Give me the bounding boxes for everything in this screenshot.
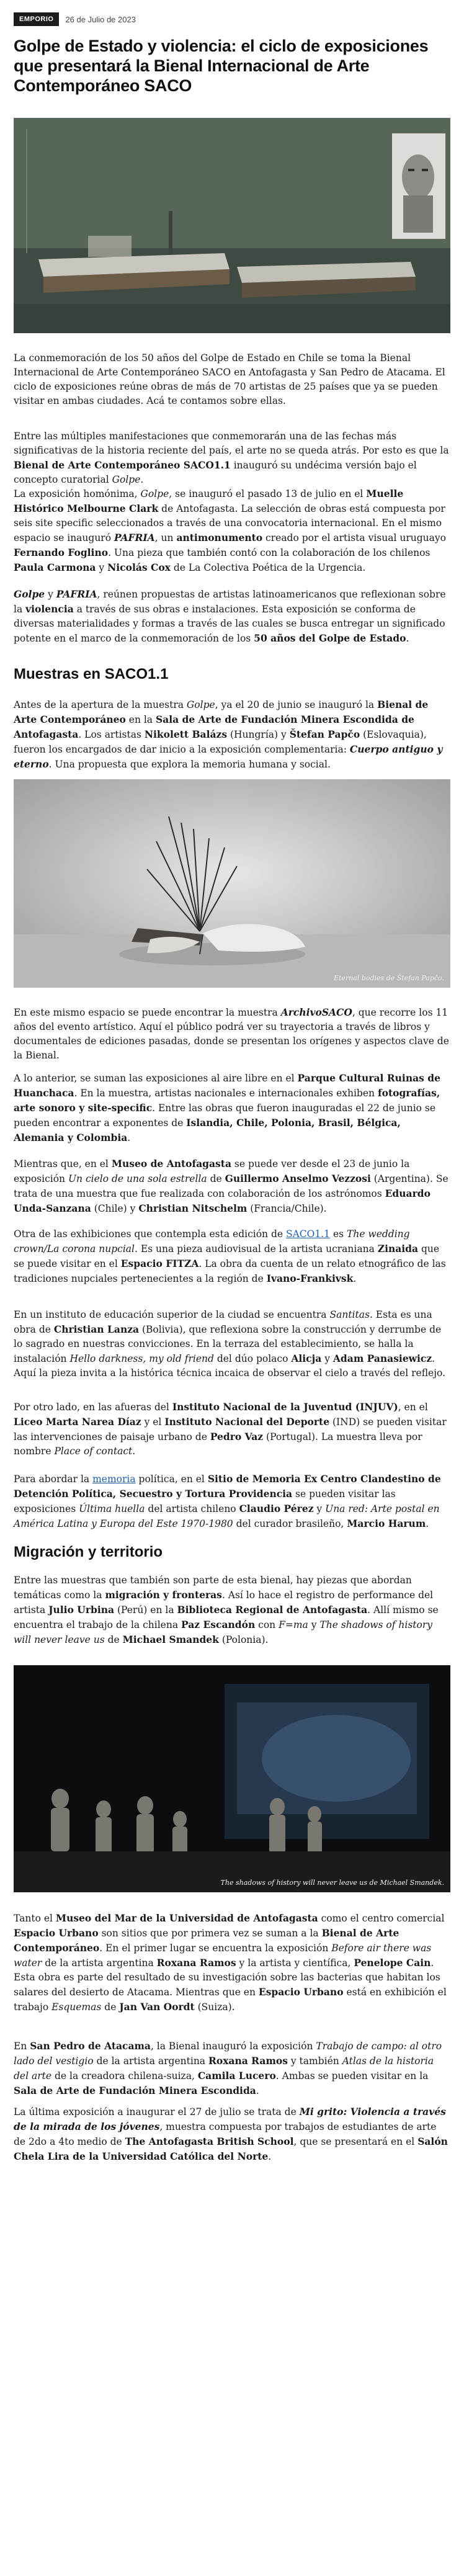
text-run: . Entre las obras que fueron inauguradas el 22 de junio se pueden encontrar a exponentes de <box>14 1102 436 1129</box>
text-run: . Aquí la pieza invita a la histórica técnica incaica de observar el cielo a través del reflejo. <box>14 1353 446 1379</box>
text-run: . La obra da cuenta de un relato etnográfico de las tradiciones nupciales pertenecientes a la región de <box>14 1258 446 1284</box>
text-run: . Allí mismo se encuentra el trabajo de la chilena <box>14 1604 439 1630</box>
emphasis-bold: Bienal de Arte Contemporáneo SACO1.1 <box>14 459 231 471</box>
emphasis-bold: Roxana Ramos <box>156 1957 236 1969</box>
text-run: que se puede visitar en el <box>14 1243 440 1269</box>
emphasis-bold: antimonumento <box>176 532 263 543</box>
emphasis-bold: Claudio Pérez <box>239 1503 314 1514</box>
paragraph-2 <box>14 486 450 575</box>
emphasis-bold: Adam Panasiewicz <box>332 1353 432 1364</box>
emphasis-bold: Roxana Ramos <box>208 2055 288 2067</box>
text-run: . Los artistas <box>78 729 145 740</box>
text-run: . <box>426 1518 429 1529</box>
text-run: . En el primer lugar se encuentra la exposición <box>99 1943 332 1954</box>
text-run: . Así lo hace el registro de performance del artista <box>14 1590 434 1616</box>
text-run: La última exposición a inaugurar el 27 de julio se trata de <box>14 2106 300 2118</box>
emphasis-bold: Pedro Vaz <box>210 1431 264 1442</box>
article-title: Golpe de Estado y violencia: el ciclo de exposiciones que presentará la Bienal Internacional de Arte Contemporáneo SACO <box>14 37 429 95</box>
text-run: y también <box>287 2055 342 2067</box>
text-run: se puede ver desde el 23 de junio la exposición <box>14 1158 410 1184</box>
emphasis-bold: Michael Smandek <box>122 1634 219 1645</box>
text-run: son sitios que por primera vez se suman a la <box>98 1928 322 1939</box>
text-run: de <box>101 2001 120 2013</box>
emphasis-bold: Guillermo Anselmo Vezzosi <box>225 1173 371 1184</box>
emphasis-italic: Una red: Arte postal en América Latina y Europa del Este 1970-1980 <box>14 1503 440 1529</box>
emphasis-bold: Bienal de Arte Contemporáneo <box>14 699 429 725</box>
performance-image <box>14 1665 450 1892</box>
paragraph-8 <box>14 1227 450 1286</box>
section-heading-migracion: Migración y territorio <box>14 1544 163 1560</box>
text-run: y <box>313 1503 326 1514</box>
emphasis-bold: Sala de Arte de Fundación Minera Escondida <box>14 2085 256 2096</box>
text-run: . Ambas se pueden visitar en la <box>275 2070 429 2082</box>
sculpture-image <box>14 779 450 988</box>
text-run: (Suiza). <box>194 2001 235 2013</box>
text-run: y <box>308 1619 320 1630</box>
text-run: (Argentina). Se trata de una muestra que fue realizada con colaboración de los astrónomos <box>14 1173 448 1199</box>
emphasis-italic: Golpe <box>186 699 215 710</box>
paragraph-3 <box>14 587 450 646</box>
text-run: . Esta obra es parte del resultado de su investigación sobre las bacterias que habitan los salares del desierto de Atacama. Mientras que en <box>14 1957 440 1998</box>
photo-caption-3: The shadows of history will never leave us de Michael Smandek. <box>220 1879 444 1887</box>
paragraph-13 <box>14 1911 450 2015</box>
text-run: Tanto el <box>14 1913 56 1924</box>
emphasis-bold: Jan Van Oordt <box>119 2001 195 2013</box>
text-run: de <box>207 1173 225 1184</box>
gallery-room-image <box>14 118 450 333</box>
emphasis-bold: Mi grito: Violencia a través de la mirada de los jóvenes <box>14 2106 446 2132</box>
text-run: con <box>255 1619 279 1630</box>
emphasis-italic: Trabajo de campo: al otro lado del vestigio <box>14 2041 442 2067</box>
emphasis-italic: Before air there was water <box>14 1943 432 1969</box>
section-badge[interactable]: EMPORIO <box>14 12 59 26</box>
emphasis-bold: Espacio Urbano <box>14 1927 99 1939</box>
emphasis-bold: Islandia, Chile, Polonia, Brasil, Bélgica, Alemania y Colombia <box>14 1117 401 1143</box>
text-run: en la <box>125 714 156 725</box>
emphasis-italic: Un cielo de una sola estrella <box>68 1173 207 1184</box>
text-run: . <box>140 474 144 485</box>
emphasis-bold: Camila Lucero <box>197 2070 276 2082</box>
emphasis-bold: Sala de Arte de Fundación Minera Escondida de Antofagasta <box>14 713 414 740</box>
text-run: En un instituto de educación superior de la ciudad se encuentra <box>14 1309 330 1320</box>
emphasis-bold: Sitio de Memoria Ex Centro Clandestino de Detención Política, Secuestro y Tortura Providencia <box>14 1473 441 1500</box>
paragraph-9 <box>14 1308 450 1380</box>
text-run: del curador brasileño, <box>233 1518 347 1529</box>
text-run: . Una propuesta que explora la memoria humana y social. <box>48 759 331 770</box>
text-run: Para abordar la <box>14 1474 93 1485</box>
text-run: , muestra compuesta por trabajos de estudiantes de arte de 2do a 4to medio de <box>14 2121 437 2147</box>
paragraph-12 <box>14 1573 450 1647</box>
text-run: A lo anterior, se suman las exposiciones al aire libre en el <box>14 1073 298 1084</box>
text-run: Por otro lado, en las afueras del <box>14 1402 172 1413</box>
paragraph-10 <box>14 1400 450 1459</box>
emphasis-bold: Christian Nitschelm <box>138 1202 248 1214</box>
paragraph-11 <box>14 1472 450 1531</box>
exhibition-photo-3 <box>14 1665 450 1892</box>
photo-caption-2: Eternal bodies de Štefan Papčo. <box>333 974 444 982</box>
emphasis-bold: PAFRIA <box>114 532 155 543</box>
paragraph-1 <box>14 429 450 487</box>
emphasis-bold: Instituto Nacional de la Juventud (INJUV) <box>172 1401 398 1413</box>
text-run: a través de sus obras e instalaciones. Esta exposición se conforma de diversas materialidades y formas a través de las cuales se busca entregar un significado potente en el marco de la conmemoración de los <box>14 604 445 644</box>
text-run: (Bolivia), que reflexiona sobre la construcción y derrumbe de lo sagrado en nuestras convicciones. En la terraza del establecimiento, se halla la instalación <box>14 1324 442 1364</box>
emphasis-bold: Parque Cultural Ruinas de Huanchaca <box>14 1072 440 1099</box>
emphasis-italic: The wedding crown/La corona nupcial <box>14 1228 410 1254</box>
emphasis-bold: Instituto Nacional del Deporte <box>164 1416 330 1428</box>
emphasis-italic: Última huella <box>79 1503 145 1514</box>
text-run: En <box>14 2041 30 2052</box>
paragraph-5 <box>14 1005 450 1063</box>
emphasis-bold: Eduardo Unda-Sanzana <box>14 1187 431 1214</box>
emphasis-bold: Penelope Cain <box>354 1957 431 1969</box>
text-run: , ya el 20 de junio se inauguró la <box>215 699 378 710</box>
emphasis-bold: ArchivoSACO <box>280 1006 352 1018</box>
article-meta <box>14 12 136 27</box>
text-run: del artista chileno <box>145 1503 239 1514</box>
text-run: es <box>330 1228 347 1240</box>
text-run: , que recorre los 11 años del evento artístico. Aquí el público podrá ver su trayectoria a través de libros y documentales de ediciones pasadas, donde se presentan los orígenes y aspectos clave de la Bienal. <box>14 1007 449 1061</box>
text-run: (Portugal). La muestra lleva por nombre <box>14 1431 422 1457</box>
emphasis-bold: Fernando Foglino <box>14 547 109 558</box>
emphasis-italic: Golpe <box>112 474 141 485</box>
emphasis-bold: Golpe <box>14 588 45 600</box>
exhibition-photo-1 <box>14 118 450 333</box>
text-run: . <box>256 2085 259 2096</box>
text-run: . <box>268 2151 272 2162</box>
text-run: , un <box>154 532 177 543</box>
emphasis-bold: Salón Chela Lira de la Universidad Católica del Norte <box>14 2135 448 2162</box>
text-run: está en exhibición el trabajo <box>14 1987 447 2013</box>
text-run: de Antofagasta. La selección de obras está compuesta por seis site specific seleccionados a través de una convocatoria internacional. En el mismo espacio se inauguró <box>14 503 445 543</box>
emphasis-bold: Liceo Marta Narea Díaz <box>14 1416 141 1428</box>
emphasis-bold: Ivano-Frankivsk <box>266 1272 354 1284</box>
text-run: se pueden visitar las exposiciones <box>14 1488 396 1514</box>
text-run: (Eslovaquia), fueron los encargados de dar inicio a la exposición complementaria: <box>14 729 427 755</box>
text-run: . <box>132 1446 136 1457</box>
emphasis-bold: Nicolás Cox <box>107 561 171 573</box>
text-run: . Una pieza que también contó con la colaboración de los chilenos <box>108 547 431 558</box>
emphasis-italic: Atlas de la historia del arte <box>14 2055 434 2082</box>
text-run: y <box>45 589 56 600</box>
exhibition-photo-2 <box>14 779 450 988</box>
emphasis-italic: The shadows of history will never leave us <box>14 1619 433 1645</box>
text-run: , la Bienal inauguró la exposición <box>150 2041 316 2052</box>
emphasis-bold: Julio Urbina <box>48 1604 115 1616</box>
emphasis-bold: The Antofagasta British School <box>125 2135 294 2147</box>
text-run: Entre las muestras que también son parte de esta bienal, hay piezas que abordan temáticas como la <box>14 1575 412 1601</box>
emphasis-bold: Museo del Mar de la Universidad de Antofagasta <box>55 1912 318 1924</box>
text-run: (Polonia). <box>218 1634 269 1645</box>
text-run: de La Colectiva Poética de la Urgencia. <box>170 562 366 573</box>
text-run: (Perú) en la <box>114 1604 177 1616</box>
text-run: . Es una pieza audiovisual de la artista ucraniana <box>134 1243 378 1254</box>
text-run: Mientras que, en el <box>14 1158 112 1169</box>
publish-date: 26 de Julio de 2023 <box>65 14 136 24</box>
text-run: . <box>353 1273 357 1284</box>
text-run: y la artista y científica, <box>236 1957 354 1969</box>
text-run: (Chile) y <box>91 1203 139 1214</box>
paragraph-6 <box>14 1071 450 1145</box>
text-run: y <box>321 1353 333 1364</box>
emphasis-bold: Espacio Urbano <box>258 1986 344 1998</box>
text-run: como el centro comercial <box>318 1913 445 1924</box>
emphasis-bold: Bienal de Arte Contemporáneo <box>14 1927 399 1954</box>
inline-link[interactable]: memoria <box>92 1474 136 1485</box>
text-run: y el <box>141 1416 165 1428</box>
emphasis-bold: PAFRIA <box>56 588 97 600</box>
text-run: . En la muestra, artistas nacionales e internacionales exhiben <box>74 1088 378 1099</box>
text-run: Entre las múltiples manifestaciones que conmemorarán una de las fechas más significativas de la historia reciente del país, el arte no se queda atrás. Por esto es que la <box>14 431 449 456</box>
emphasis-bold: 50 años del Golpe de Estado <box>254 632 406 644</box>
emphasis-bold: Christian Lanza <box>53 1323 140 1335</box>
emphasis-italic: Hello darkness, my old friend <box>69 1353 214 1364</box>
paragraph-4 <box>14 697 450 772</box>
emphasis-bold: Štefan Papčo <box>289 728 360 740</box>
emphasis-bold: Cuerpo antiguo y eterno <box>14 743 443 770</box>
text-run: (IND) se pueden visitar las intervenciones de paisaje urbano de <box>14 1416 447 1442</box>
emphasis-italic: Golpe <box>140 488 169 499</box>
text-run: , en el <box>398 1402 428 1413</box>
text-run: La exposición homónima, <box>14 488 141 499</box>
text-run: y <box>96 562 108 573</box>
text-run: creado por el artista visual uruguayo <box>262 532 446 543</box>
emphasis-bold: Paz Escandón <box>181 1619 256 1630</box>
paragraph-14 <box>14 2039 450 2098</box>
emphasis-bold: Marcio Harum <box>347 1518 426 1529</box>
emphasis-bold: fotografías, arte sonoro y site-specific <box>14 1087 440 1114</box>
text-run: . <box>406 633 409 644</box>
text-run: En este mismo espacio se puede encontrar la muestra <box>14 1007 281 1018</box>
text-run: Antes de la apertura de la muestra <box>14 699 187 710</box>
emphasis-bold: Espacio FITZA <box>120 1258 199 1269</box>
emphasis-italic: Esquemas <box>51 2001 102 2013</box>
emphasis-bold: Muelle Histórico Melbourne Clark <box>14 488 404 514</box>
text-run: . Esta es una obra de <box>14 1309 432 1335</box>
emphasis-italic: F=ma <box>279 1619 308 1630</box>
text-run: de la creadora chilena-suiza, <box>51 2070 198 2082</box>
article-intro: La conmemoración de los 50 años del Golpe de Estado en Chile se toma la Bienal Internacional de Arte Contemporáneo SACO en Antofagasta y San Pedro de Atacama. El ciclo de exposiciones reúne obras de más de 70 artistas de 25 países que ya se pueden visitar en ambas ciudades. Acá te contamos sobre ellas. <box>14 352 445 406</box>
emphasis-bold: Museo de Antofagasta <box>111 1158 231 1169</box>
text-run: de la artista argentina <box>42 1957 157 1969</box>
text-run: , se inauguró el pasado 13 de julio en el <box>169 488 367 499</box>
text-run: de la artista argentina <box>93 2055 208 2067</box>
emphasis-bold: Paula Carmona <box>14 561 96 573</box>
text-run: . <box>127 1132 131 1143</box>
emphasis-bold: migración y fronteras <box>105 1589 222 1601</box>
emphasis-bold: Nikolett Balázs <box>144 728 228 740</box>
text-run: política, en el <box>135 1474 208 1485</box>
text-run: (Francia/Chile). <box>247 1203 327 1214</box>
emphasis-bold: Biblioteca Regional de Antofagasta <box>177 1604 368 1616</box>
emphasis-bold: Alicja <box>291 1353 322 1364</box>
text-run: (Hungría) y <box>227 729 290 740</box>
section-heading-muestras: Muestras en SACO1.1 <box>14 666 169 682</box>
text-run: de <box>104 1634 123 1645</box>
text-run: inauguró su undécima versión bajo el concepto curatorial <box>14 460 417 485</box>
inline-link[interactable]: SACO1.1 <box>285 1228 331 1240</box>
text-run: Otra de las exhibiciones que contempla esta edición de <box>14 1228 286 1240</box>
paragraph-15 <box>14 2104 450 2164</box>
emphasis-bold: Zinaida <box>377 1243 419 1254</box>
emphasis-bold: San Pedro de Atacama <box>30 2040 151 2052</box>
text-run: del dúo polaco <box>213 1353 292 1364</box>
emphasis-italic: Place of contact <box>54 1446 133 1457</box>
emphasis-italic: Santitas <box>329 1309 370 1320</box>
text-run: , reúnen propuestas de artistas latinoamericanos que reflexionan sobre la <box>14 589 446 615</box>
emphasis-bold: violencia <box>25 603 74 615</box>
text-run: , que se presentará en el <box>293 2136 418 2147</box>
paragraph-7 <box>14 1156 450 1216</box>
